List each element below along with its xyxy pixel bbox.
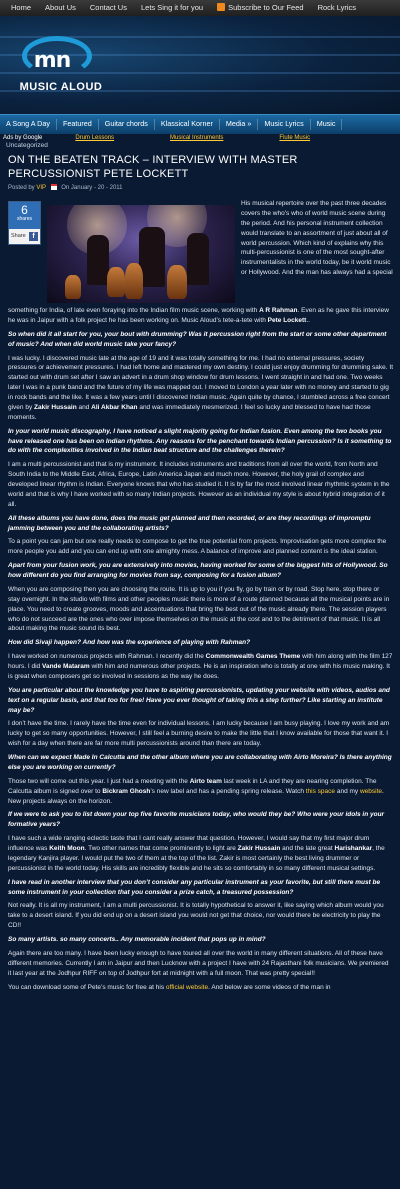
ad-link-drum-lessons[interactable]: Drum Lessons bbox=[75, 135, 115, 142]
answer-7: Those two will come out this year. I just had a meeting with the Airto team last week in LA and they are nearing completion. The Calcutta album is signed over to Bickram Ghosh’s new label and has a pending spring release. Watch this space and my website. New projects always on the horizon. bbox=[8, 777, 384, 805]
share-count bbox=[9, 202, 40, 229]
top-link-sing[interactable]: Lets Sing it for you bbox=[140, 2, 204, 12]
post-date: On January - 20 - 2011 bbox=[61, 184, 123, 191]
top-link-contact[interactable]: Contact Us bbox=[89, 2, 127, 12]
official-website-link[interactable]: official website bbox=[165, 983, 209, 991]
question-8: If we were to ask you to list down your top five favorite musicians today, who would they be? Who were your idols in your formative years? bbox=[8, 811, 385, 829]
posted-by-label: Posted by bbox=[8, 184, 35, 191]
answer-9: Not really. It is all my instrument, I am a multi percussionist. It is totally hypothetical to answer it, like saying which album would you take to a desert island. If you did end up on a desert island you would not get that choice, nor would there be electricity to play the CD!! bbox=[8, 902, 384, 930]
question-5: How did Sivaji happen? And how was the experience of playing with Rahman? bbox=[8, 639, 251, 647]
this-space-link[interactable]: this space bbox=[305, 787, 336, 795]
rss-icon bbox=[217, 3, 225, 11]
logo-mark: mn bbox=[33, 48, 71, 73]
intro-continued: something for India, of late even foraying into the Indian film music scene, working with A R Rahman. Even as he gave this interview he was in Jaipur with a folk project he has been working on. Music Aloud’s tete-a-tete with Pete Lockett.. bbox=[8, 307, 389, 324]
author-link[interactable]: VIP bbox=[36, 184, 46, 191]
question-2: In your world music discography, I have noticed a slight majority going for Indian fusion. Even among the two books you have released one has been on Indian rhythms. Any reasons for the penchant towards Indian percussion? Is it something to do with the complexities involved in the Indian beat structure and the challenges therein? bbox=[8, 427, 392, 455]
question-6: You are particular about the knowledge you have to aspiring percussionists, updating your website with videos, audios and text on a regular basis, and that too for free! Have you ever thought of taking this a step further? Like starting an institute may be? bbox=[8, 686, 390, 714]
answer-4: When you are composing then you are choosing the route. It is up to you if you fly, go by train or by road. Stop here, stop there or stay overnight. In the studio with films and other peoples music there is more of a route planned because all the musical points are in place. You need to create grooves, moods and accentuations that bring the best out of the music already there. The session players who do not succeed are the ones who over impose themselves on the music at the cost and to the detriment of that music. It is all about making the music sound its best. bbox=[8, 585, 390, 633]
top-link-rock-lyrics[interactable]: Rock Lyrics bbox=[317, 2, 357, 12]
share-widget bbox=[8, 201, 41, 245]
site-header bbox=[0, 16, 400, 114]
nav-item-guitar-chords[interactable]: Guitar chords bbox=[99, 119, 155, 129]
answer-3: To a point you can jam but one really needs to compose to get the true potential from projects. Improvisation gets more complex the more people you add and you can end up with one almighty mess. A balance of improve and planned content is the ideal station. bbox=[8, 538, 387, 556]
nav-item-song-a-day[interactable]: A Song A Day bbox=[0, 119, 57, 129]
top-link-home[interactable]: Home bbox=[11, 2, 32, 12]
answer-10: Again there are too many. I have been lucky enough to have toured all over the world in many different situations. All of these have different memories. Currently I am in Jaipur and then Lucknow with a project I have with 24 Rajasthani folk musicians. We premiered it last year at the Jodhpur RIFF on top of Jodhpur fort at midnight with a full moon. That was pretty special!! bbox=[8, 949, 389, 977]
logo-name: MUSIC ALOUD bbox=[19, 81, 103, 93]
site-logo[interactable] bbox=[16, 36, 106, 102]
question-7: When can we expect Made In Calcutta and the other album where you are collaborating with Airto Moreira? Is there anything else you are working on currently? bbox=[8, 754, 392, 771]
website-link[interactable]: website bbox=[359, 787, 383, 795]
facebook-icon: f bbox=[29, 232, 38, 241]
nav-item-featured[interactable]: Featured bbox=[57, 119, 99, 129]
share-count-unit: shares bbox=[16, 216, 32, 223]
nav-item-media[interactable]: Media » bbox=[220, 119, 259, 129]
answer-6: I don’t have the time. I rarely have the time even for individual lessons. I am lucky because I am busy playing. I love my work and am lucky to get so many opportunities. However, I still feel a burning desire to make the little that I know available for those that want it. I wish for a day when there are far more multi percussionists around than there are today. bbox=[8, 720, 390, 748]
closing-text: You can download some of Pete’s music for free at his official website. And below are some videos of the man in bbox=[8, 983, 331, 991]
subscribe-link[interactable] bbox=[210, 3, 310, 14]
question-3: All these albums you have done, does the music get planned and then recorded, or are they recordings of impromptu jamming between you and the collaborating artists? bbox=[8, 514, 371, 532]
nav-item-music-lyrics[interactable]: Music Lyrics bbox=[258, 119, 310, 129]
post-header bbox=[0, 151, 400, 192]
category-label[interactable]: Uncategorized bbox=[6, 142, 48, 149]
share-label: Share bbox=[11, 232, 26, 239]
nav-item-music[interactable]: Music bbox=[311, 119, 343, 129]
share-button[interactable] bbox=[9, 229, 40, 244]
answer-5: I have worked on numerous projects with Rahman. I recently did the Commonwealth Games Theme with him along with the film 127 hours. I did Vande Mataram with him and numerous other projects. He is an inspiration who is totally at one with his music making. It is great when composers get so involved in sessions as the way he does. bbox=[8, 653, 393, 680]
answer-8: I have such a wide ranging eclectic taste that I cant really answer that question. However, I would say that my first major drum influence was Keith Moon. Two other names that come prominently to light are Zakir Hussain and the late great Harishankar, the legendary Kanjira player. I would put the two of them at the top of the list. Zakir is most certainly the best living drummer or percussionist in the world today. His skills are incredibly flexible and he sits so comfortably in so many different musical settings. bbox=[8, 835, 385, 872]
name-ar-rahman: A R Rahman bbox=[259, 307, 298, 314]
share-count-value: 6 bbox=[21, 203, 28, 217]
calendar-icon bbox=[51, 184, 57, 190]
name-pete-lockett: Pete Lockett bbox=[267, 316, 307, 324]
ad-row bbox=[0, 134, 400, 143]
nav-item-klassical-korner[interactable]: Klassical Korner bbox=[155, 119, 220, 129]
question-9: I have read in another interview that you don’t consider any particular instrument as your favorite, but still there must be some instrument in your collection that you consider a prize catch, a treasured possession? bbox=[8, 878, 381, 896]
answer-2: I am a multi percussionist and that is my instrument. It includes instruments and traditions from all over the world, from North and South India to the Middle East, Africa, Europe, Latin America Japan and much more. However, the holy grail of complex and developed linear rhythm is Indian. Everyone knows that who has studied it. It is by far the most involved linear rhythmic system in the world and that is why I have worked with so many Indian projects. However as an individual my style is about hybrid integration of it all. bbox=[8, 461, 390, 508]
post-photo bbox=[47, 205, 235, 303]
answer-1: I was lucky. I discovered music late at the age of 19 and it was totally something for me. I had no external pressures, society pressures or achievement pressures. I had left home and mastered my own destiny. I could just enjoy drumming for drumming sake. It started out with drum set after I saw an advert in a drum shop window for drum lessons. I went straight in and had one. Two weeks later I was in a punk band and the future of my life was mapped out. I moved to London a year later with no money and started to gig in rock bands and the like. It was a few years until I discovered Indian music. Again quite by chance, I stumbled across a free concert given by Zakir Hussain and Ali Akbar Khan and was immediately mesmerized. I feel so lucky and blessed to have had those moments. bbox=[8, 354, 393, 421]
post-body bbox=[8, 306, 393, 996]
top-link-about[interactable]: About Us bbox=[45, 2, 76, 12]
ads-by-google[interactable]: Ads by Google bbox=[0, 134, 45, 143]
ad-link-flute-music[interactable]: Flute Music bbox=[279, 135, 311, 142]
ad-link-musical-instruments[interactable]: Musical Instruments bbox=[170, 135, 224, 142]
question-1: So when did it all start for you, your bout with drumming? Was it percussion right from the start or some other department of music? And when did world music take your fancy? bbox=[8, 330, 387, 348]
question-10: So many artists. so many concerts.. Any memorable incident that pops up in mind? bbox=[8, 936, 266, 943]
subscribe-label: Subscribe to Our Feed bbox=[228, 2, 304, 12]
post-meta bbox=[8, 184, 392, 193]
post-title[interactable]: ON THE BEATEN TRACK – INTERVIEW WITH MASTER PERCUSSIONIST PETE LOCKETT bbox=[8, 154, 298, 181]
main-nav bbox=[0, 114, 400, 134]
top-bar bbox=[0, 0, 400, 16]
question-4: Apart from your fusion work, you are extensively into movies, having worked for some of the biggest hits of Hollywood. So how different do you find arranging for movies from say, composing for a fusion album? bbox=[8, 562, 388, 579]
intro-text: His musical repertoire over the past three decades covers the who’s who of world music scene during the period. And his personal instrument collection would translate to an assortment of just about all of world percussion. Which kind of explains why this multi-percussionist is one of the most sought-after instrumentalists in the world today, be it world music or Hollywood. And the man has always had a special bbox=[241, 200, 393, 277]
